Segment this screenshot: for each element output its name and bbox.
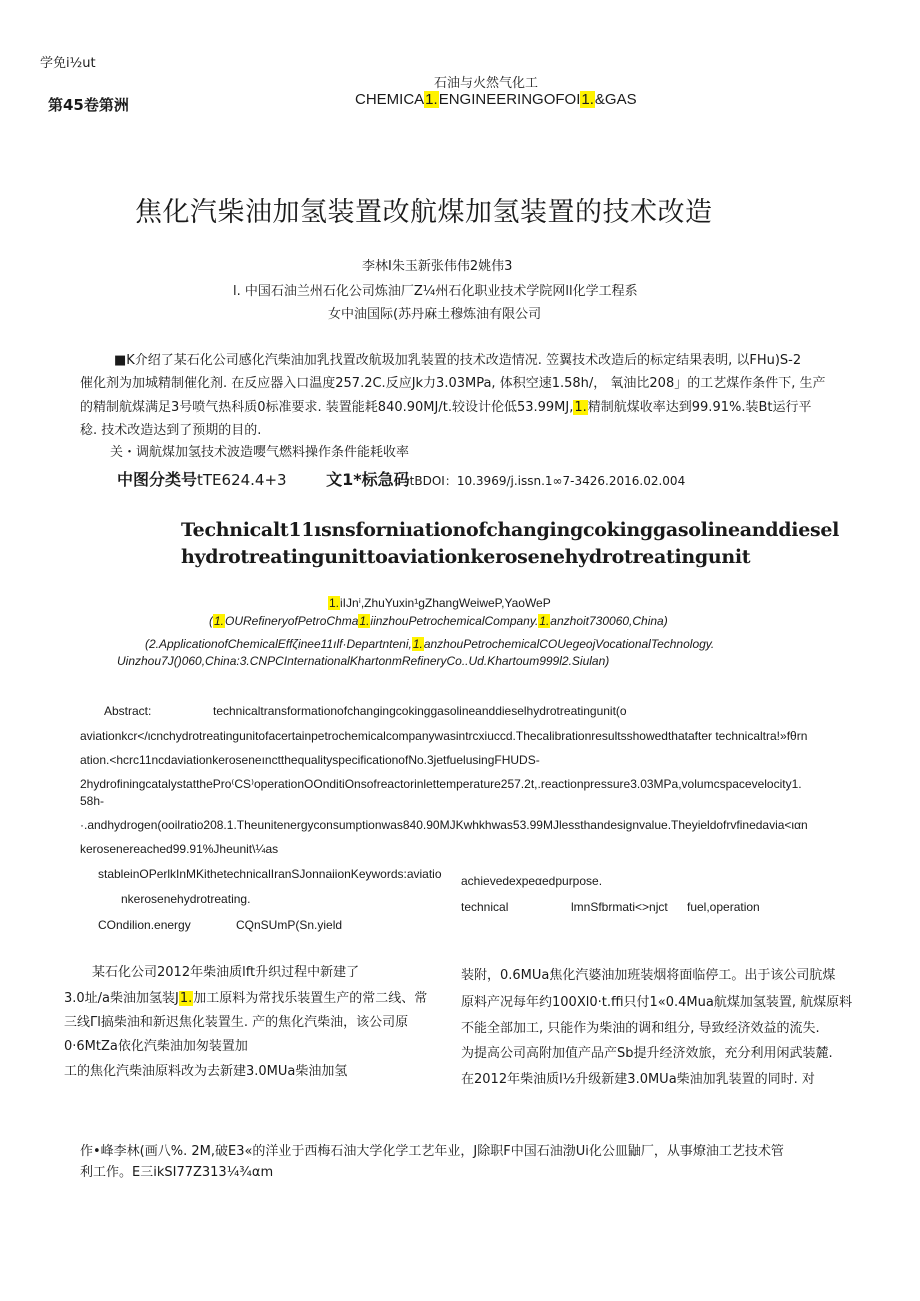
body-left-line: 工的焦化汽柴油原料改为去新建3.0MUa柴油加氢	[64, 1064, 348, 1079]
abstract-en-line: nkerosenehydrotreating.	[121, 892, 251, 906]
body-left-line: 某石化公司2012年柴油质lft升织过程中新建了	[92, 965, 360, 980]
affiliation-en-3: Uinzhou7J()060,China:3.CNPCInternationalKhartonmRefineryCo..Ud.Khartoum999l2.Siulan)	[117, 654, 610, 668]
classification-codes	[117, 467, 685, 490]
body-left-line: 三线Γl搞柴油和新迟焦化装置生. 产的焦化汽柴油，该公司原	[64, 1015, 409, 1030]
abstract-cn-line: ■K介绍了某石化公司感化汽柴油加乳找置改航圾加乳装置的技术改造情况. 笠翼技术改造后的标定结果表明, 以FHu)S-2	[114, 353, 802, 368]
authors-cn: 李林I朱玉新张伟伟2姚伟3	[362, 259, 513, 274]
abstract-en-line: stableinOPerlkInMKithetechnicalIranSJonnaiionKeywords:aviatio	[98, 867, 442, 881]
abstract-en-line: kerosenereached99.91%Jheunit\¼as	[80, 842, 279, 856]
abstract-en-line: 2hydrofiningcatalystatthePro⁽CS⁾operationOOnditiOnsofreactorinlettemperature257.2t,.reactionpressure3.03MPa,volumcspacevelocity1.	[80, 777, 802, 791]
affiliation-cn-2: 女中油国际(苏丹麻土穆炼油有限公司	[328, 307, 542, 322]
paper-title-en-line: hydrotreatingunittoaviationkerosenehydrotreatingunit	[181, 546, 751, 568]
abstract-en-line: fuel,operation	[687, 900, 760, 914]
doc-code-label: 文1*标急码	[326, 470, 410, 489]
highlight-mark: 1.	[425, 91, 438, 108]
affiliation-cn-1: l. 中国石油兰州石化公司炼油厂Z¼州石化职业技术学院网ll化学工程系	[233, 284, 638, 299]
highlight-mark: 1.	[329, 596, 340, 610]
body-left-line: 0·6MtZa依化汽柴油加匆装置加	[64, 1039, 248, 1054]
abstract-en-line: lmnSfbrmati<>njct	[571, 900, 668, 914]
abstract-en-line: ation.<hcrc11ncdaviationkeroseneınctthequalityspecificationofNo.3jetfuelusingFHUDS-	[80, 753, 540, 767]
doi-value: tBDOI：10.3969/j.issn.1∞7-3426.2016.02.004	[409, 474, 686, 488]
author-footnote: 作•峰李林(画八%. 2M,破E3«的洋业于西梅石油大学化学工艺年业，J除职F中国石油渤Ui化公皿鼬厂，从事燎油工艺技术管	[80, 1144, 784, 1159]
body-left-line: 3.0址/a柴油加氢装J1.加工原料为常找乐装置生产的常二线、常	[64, 991, 428, 1006]
abstract-cn-line: 的精制航煤满足3号喷气热科质0标准要求. 装置能耗840.90MJ/t.较设计伦低53.99MJ,1.精制航煤收率达到99.91%.装Bt运行平	[80, 400, 812, 415]
body-right-line: 为提高公司高附加值产品产Sb提升经济效旅，充分利用闲武装麓.	[461, 1046, 833, 1061]
abstract-en-line: technical	[461, 900, 509, 914]
abstract-en-line: ·.andhydrogen(ooilratio208.1.Theunitenergyconsumptionwas840.90MJKwhkhwas53.99MJlessthandesignvalue.Theyieldofrvfinedavia<ιαn	[80, 818, 808, 832]
highlight-mark: 1.	[179, 991, 193, 1006]
running-head: 学免i½ut	[40, 56, 96, 71]
keywords-cn: 关・调航煤加氢技术波造嘤气燃料操作条件能耗收率	[110, 445, 410, 460]
paper-title-en-line: Technicalt11ısnsforniıationofchangingcokinggasolineanddiesel	[181, 519, 840, 541]
highlight-mark: 1.	[581, 91, 594, 108]
highlight-mark: 1.	[539, 614, 550, 628]
clc-value: tTE624.4+3	[197, 471, 287, 489]
abstract-en-label: Abstract:	[104, 704, 152, 718]
affiliation-en-2: (2.ApplicationofChemicalEffζinee11ılf·Departnteni,1.anzhouPetrochemicalCOUegeojVocationalTechnology.	[145, 637, 715, 651]
journal-name-cn: 石油与火然气化工	[434, 76, 539, 91]
author-footnote: 利工作。E三ikSI77Z313¼¾αm	[80, 1165, 274, 1180]
abstract-en-line: technicaltransformationofchangingcokinggasolineanddieselhydrotreatingunit(o	[213, 704, 627, 718]
abstract-en-line: 58h-	[80, 794, 105, 808]
abstract-en-line: achievedexpeαedpurpose.	[461, 874, 603, 888]
abstract-en-line: aviationkcr</ιcnchydrotreatingunitofacertainpetrochemicalcompanywasintrcxiuccd.Thecalibrationresultsshowedthatafter technicaltra!»fθrn	[80, 729, 808, 743]
highlight-mark: 1.	[412, 637, 423, 651]
abstract-en-line: COndilion.energy	[98, 918, 191, 932]
clc-label: 中图分类号	[117, 470, 198, 489]
authors-en: 1.iIJnⁱ,ZhuYuxin¹ɡZhangWeiweP,YaoWeP	[329, 596, 551, 610]
body-right-line: 原料产况每年约100Xl0·t.ffi只付1«0.4Mua航煤加氢装置, 航煤原料	[461, 995, 853, 1010]
paper-title-cn: 焦化汽柴油加氢装置改航煤加氢装置的技术改造	[135, 197, 713, 228]
journal-name-en: CHEMICA1.ENGINEERINGOFOI1.&GAS	[355, 91, 637, 108]
highlight-mark: 1.	[574, 400, 587, 415]
highlight-mark: 1.	[359, 614, 370, 628]
highlight-mark: 1.	[214, 614, 225, 628]
body-right-line: 装附，0.6MUa焦化汽婆油加班装烟将面临停工。出于该公司肮煤	[461, 968, 836, 983]
abstract-cn-line: 催化剂为加城精制催化剂. 在反应器入口温度257.2C.反应Jk力3.03MPa, 体积空速1.58h/， 氧油比208」的工艺煤作条件下, 生产	[80, 376, 826, 391]
volume-issue: 第45卷第洲	[48, 96, 129, 114]
abstract-en-line: CQnSUmP(Sn.yield	[236, 918, 343, 932]
abstract-cn-line: 稔. 技术改造达到了预期的目的.	[80, 423, 262, 438]
body-right-line: 在2012年柴油质l½升级新建3.0MUa柴油加乳装置的同时. 对	[461, 1072, 815, 1087]
body-right-line: 不能全部加工, 只能作为柴油的调和组分, 导致经济效益的流失.	[461, 1021, 820, 1036]
affiliation-en-1: (1.OURefineryofPetroChma1.iinzhouPetrochemicalCompany.1.anzhoit730060,China)	[209, 614, 668, 628]
